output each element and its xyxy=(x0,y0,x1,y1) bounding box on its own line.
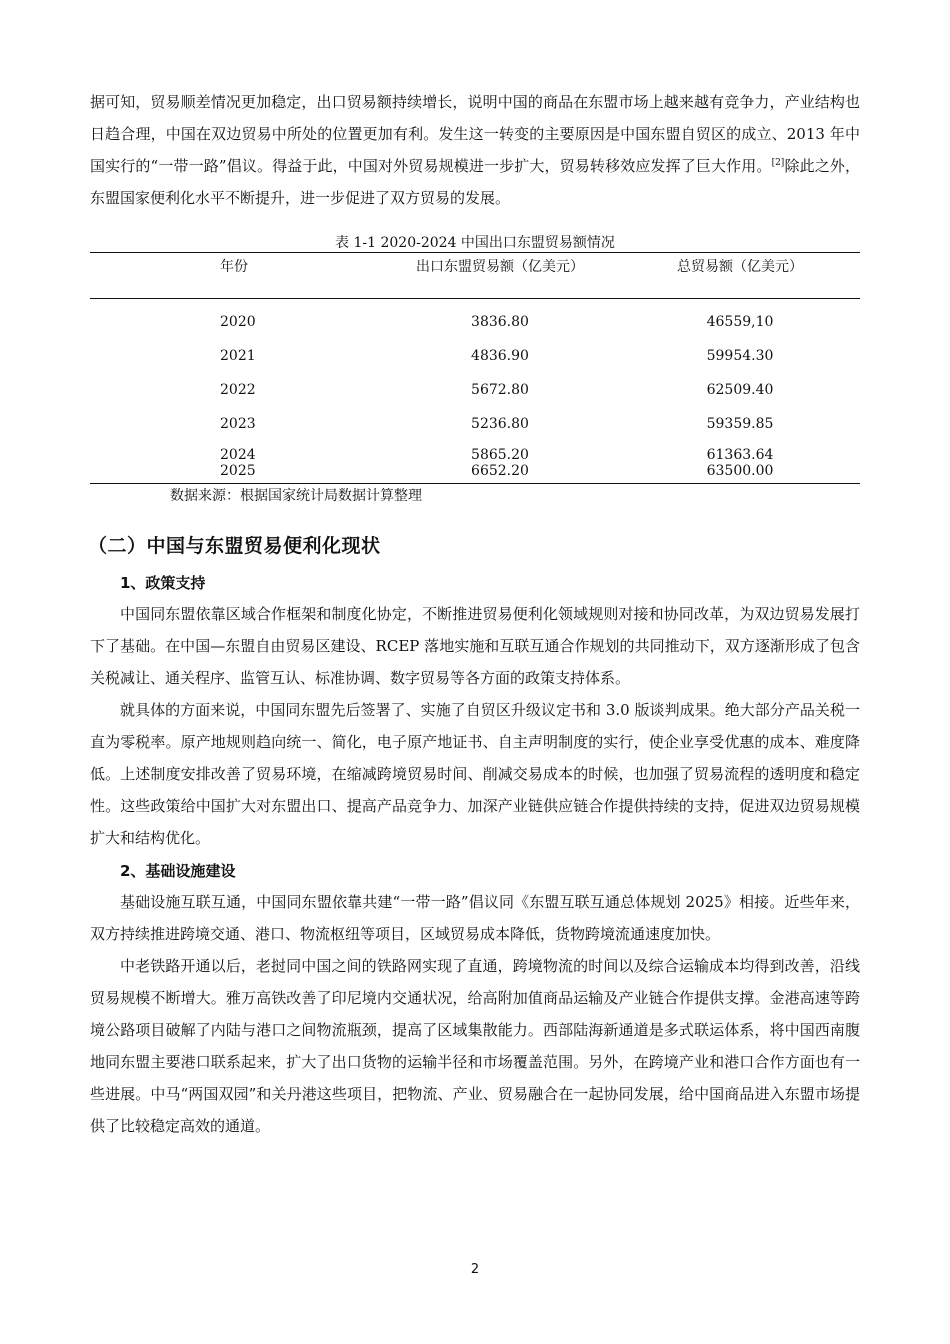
cell-year: 2020 xyxy=(220,314,256,330)
table-row xyxy=(90,299,860,340)
cell-year: 2025 xyxy=(90,463,380,484)
body-paragraph: 就具体的方面来说，中国同东盟先后签署了、实施了自贸区升级议定书和 3.0 版谈判成果。绝大部分产品关税一直为零税率。原产地规则趋向统一、简化，电子原产地证书、自主声明制度的实行，使企业享受优惠的成本、难度降低。上述制度安排改善了贸易环境，在缩减跨境贸易时间、削减交易成本的时候，也加强了贸易流程的透明度和稳定性。这些政策给中国扩大对东盟出口、提高产品竞争力、加深产业链供应链合作提供持续的支持，促进双边贸易规模扩大和结构优化。 xyxy=(90,701,860,847)
body-paragraph: 中国同东盟依靠区域合作框架和制度化协定，不断推进贸易便利化领域规则对接和协同改革，为双边贸易发展打下了基础。在中国—东盟自由贸易区建设、RCEP 落地实施和互联互通合作规划的共同推动下，双方逐渐形成了包含关税减让、通关程序、监管互认、标准协调、数字贸易等各方面的政策支持体系。 xyxy=(90,605,860,687)
cell-total: 46559,10 xyxy=(706,314,774,330)
cell-total: 63500.00 xyxy=(620,463,860,484)
cell-total: 62509.40 xyxy=(706,382,774,398)
table-row xyxy=(90,441,860,463)
cell-export: 6652.20 xyxy=(380,463,620,484)
table-row xyxy=(90,407,860,441)
trade-table xyxy=(90,252,860,484)
cell-total: 59359.85 xyxy=(706,416,774,432)
cell-total: 61363.64 xyxy=(706,447,774,463)
table-row xyxy=(90,339,860,373)
table-source-note: 数据来源：根据国家统计局数据计算整理 xyxy=(170,488,422,504)
table-row xyxy=(90,463,860,484)
header-total: 总贸易额（亿美元） xyxy=(620,253,860,299)
table-row xyxy=(90,373,860,407)
cell-year: 2022 xyxy=(220,382,256,398)
section-heading: （二）中国与东盟贸易便利化现状 xyxy=(88,535,381,557)
document-body xyxy=(90,86,860,1142)
intro-text-before-ref: 据可知，贸易顺差情况更加稳定，出口贸易额持续增长，说明中国的商品在东盟市场上越来越有竞争力，产业结构也日趋合理，中国在双边贸易中所处的位置更加有利。发生这一转变的主要原因是中国东盟自贸区的成立、2013 年中国实行的“一带一路”倡议。得益于此，中国对外贸易规模进一步扩大，贸易转移效应发挥了巨大作用。 xyxy=(90,93,860,175)
body-paragraph: 中老铁路开通以后，老挝同中国之间的铁路网实现了直通，跨境物流的时间以及综合运输成本均得到改善，沿线贸易规模不断增大。雅万高铁改善了印尼境内交通状况，给高附加值商品运输及产业链合作提供支撑。金港高速等跨境公路项目破解了内陆与港口之间物流瓶颈，提高了区域集散能力。西部陆海新通道是多式联运体系，将中国西南腹地同东盟主要港口联系起来，扩大了出口货物的运输半径和市场覆盖范围。另外，在跨境产业和港口合作方面也有一些进展。中马“两国双园”和关丹港这些项目，把物流、产业、贸易融合在一起协同发展，给中国商品进入东盟市场提供了比较稳定高效的通道。 xyxy=(90,957,860,1135)
intro-paragraph xyxy=(90,86,860,214)
cell-total: 59954.30 xyxy=(706,348,774,364)
header-year: 年份 xyxy=(90,253,380,299)
table-header-row xyxy=(90,253,860,299)
cell-year: 2024 xyxy=(220,447,256,463)
body-paragraph: 基础设施互联互通，中国同东盟依靠共建“一带一路”倡议同《东盟互联互通总体规划 2025》相接。近些年来，双方持续推进跨境交通、港口、物流枢纽等项目，区域贸易成本降低，货物跨境流通速度加快。 xyxy=(90,893,860,943)
intro-text-after-ref: 除此之外，东盟国家便利化水平不断提升，进一步促进了双方贸易的发展。 xyxy=(90,157,860,207)
cell-year: 2021 xyxy=(220,348,256,364)
header-export: 出口东盟贸易额（亿美元） xyxy=(380,253,620,299)
cell-export: 3836.80 xyxy=(471,314,529,330)
cell-export: 5236.80 xyxy=(471,416,529,432)
cell-export: 4836.90 xyxy=(471,348,529,364)
page-number: 2 xyxy=(470,1262,480,1277)
subsection-heading-infrastructure: 2、基础设施建设 xyxy=(120,862,236,880)
cell-export: 5672.80 xyxy=(471,382,529,398)
cell-year: 2023 xyxy=(220,416,256,432)
cell-export: 5865.20 xyxy=(471,447,529,463)
citation-ref[interactable]: [2] xyxy=(771,158,785,168)
subsection-heading-policy: 1、政策支持 xyxy=(120,574,206,592)
table-caption: 表 1-1 2020-2024 中国出口东盟贸易额情况 xyxy=(335,235,615,251)
